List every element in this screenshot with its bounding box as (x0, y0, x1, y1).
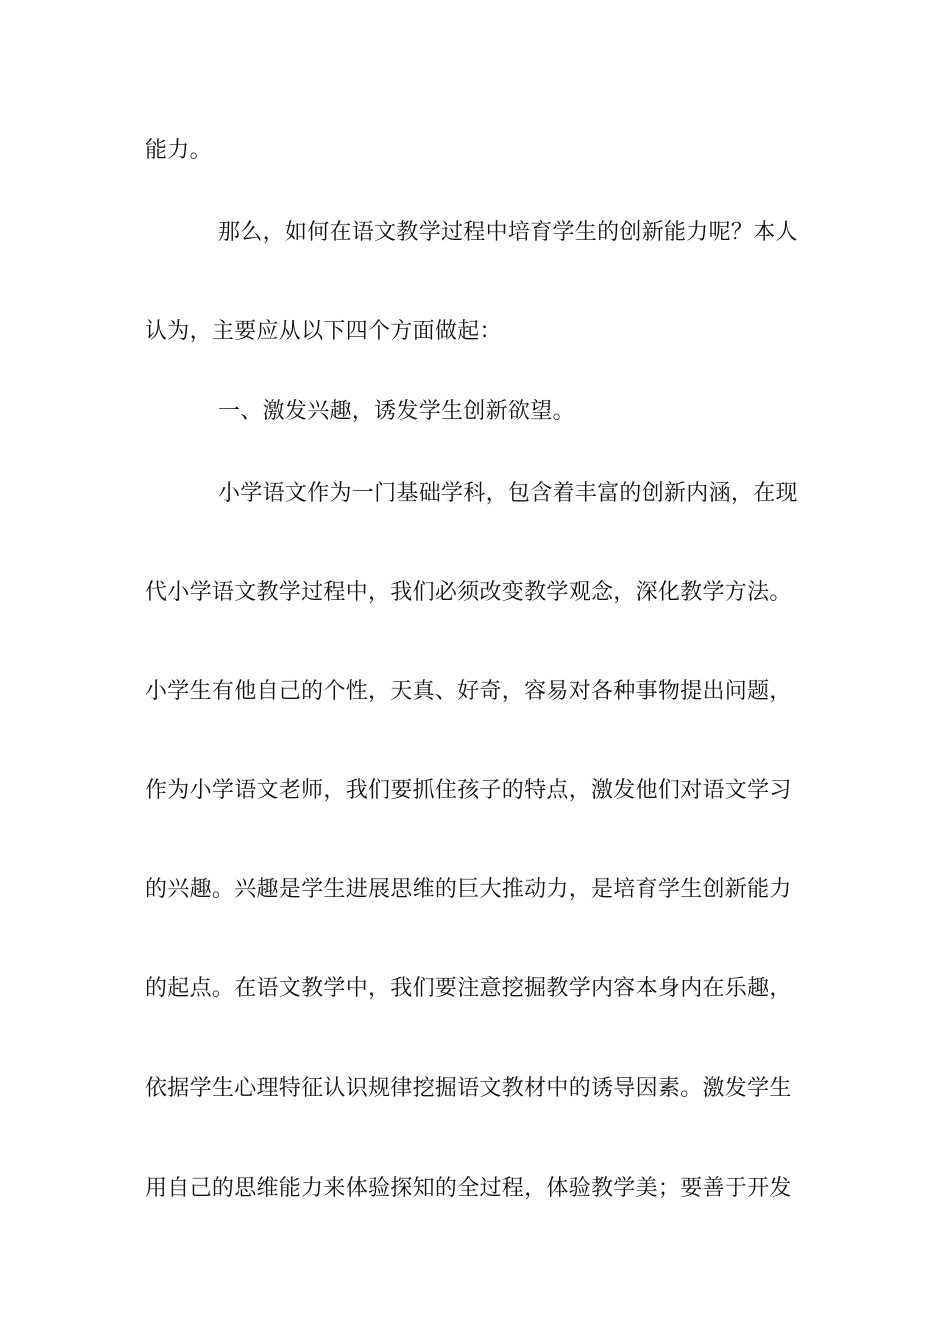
text-line: 代小学语文教学过程中，我们必须改变教学观念，深化教学方法。 (145, 580, 792, 605)
text-line: 的兴趣。兴趣是学生进展思维的巨大推动力，是培育学生创新能力 (145, 877, 792, 902)
section-heading: 一、激发兴趣，诱发学生创新欲望。 (218, 399, 575, 424)
paragraph-first-line: 那么，如何在语文教学过程中培育学生的创新能力呢？本人 (218, 220, 798, 245)
text-line: 作为小学语文老师，我们要抓住孩子的特点，激发他们对语文学习 (145, 778, 792, 803)
paragraph-first-line: 小学语文作为一门基础学科，包含着丰富的创新内涵，在现 (218, 481, 798, 506)
text-line: 的起点。在语文教学中，我们要注意挖掘教学内容本身内在乐趣， (145, 976, 792, 1001)
text-line: 小学生有他自己的个性，天真、好奇，容易对各种事物提出问题， (145, 679, 792, 704)
text-line: 依据学生心理特征认识规律挖掘语文教材中的诱导因素。激发学生 (145, 1076, 792, 1101)
text-line: 能力。 (145, 138, 212, 163)
text-line: 认为，主要应从以下四个方面做起： (145, 319, 502, 344)
text-line: 用自己的思维能力来体验探知的全过程，体验教学美；要善于开发 (145, 1176, 792, 1201)
